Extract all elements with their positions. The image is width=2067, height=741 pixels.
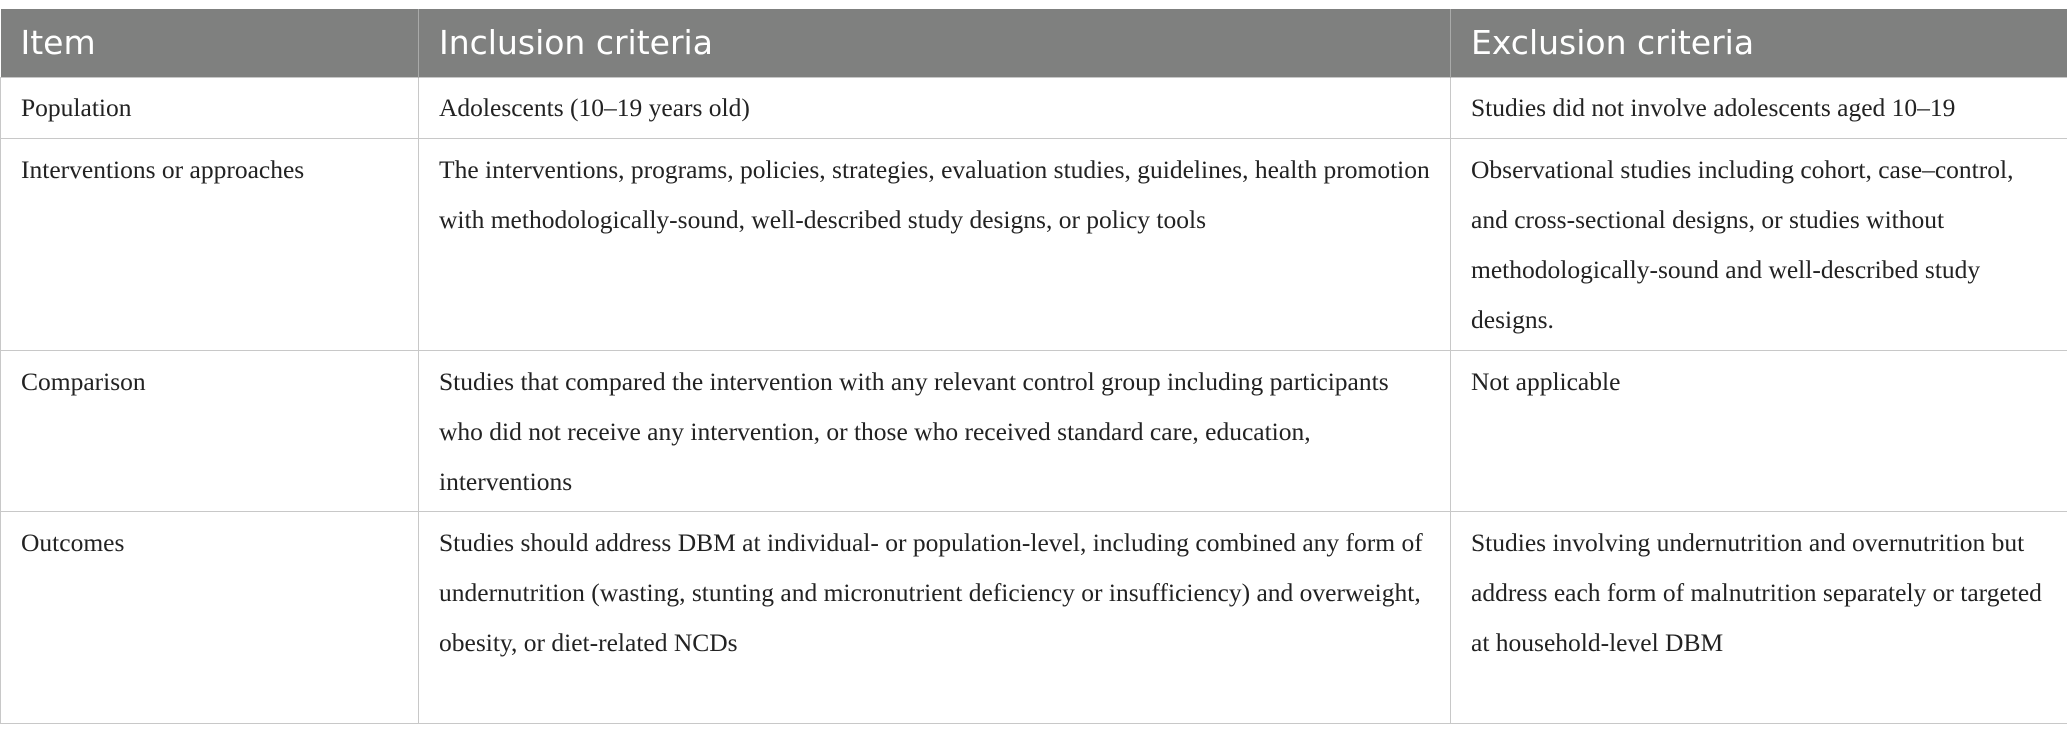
- cell-inclusion: Studies that compared the intervention with any relevant control group including participants who did not receive any intervention, or those who received standard care, education, interventions: [419, 350, 1451, 511]
- cell-inclusion: Studies should address DBM at individual- or population-level, including combined any form of undernutrition (wasting, stunting and micronutrient deficiency or insufficiency) and overweight, obesity, or diet-related NCDs: [419, 511, 1451, 723]
- cell-item: Comparison: [1, 350, 419, 511]
- table-body: [1, 77, 2067, 723]
- header-item: Item: [1, 9, 419, 77]
- table-row: [1, 77, 2067, 138]
- table-row: [1, 138, 2067, 350]
- criteria-table: [0, 9, 2067, 724]
- cell-item: Population: [1, 77, 419, 138]
- header-inclusion-criteria: Inclusion criteria: [419, 9, 1451, 77]
- table-row: [1, 511, 2067, 723]
- cell-item: Outcomes: [1, 511, 419, 723]
- cell-exclusion: Studies did not involve adolescents aged 10–19: [1451, 77, 2067, 138]
- cell-inclusion: The interventions, programs, policies, strategies, evaluation studies, guidelines, health promotion with methodologically-sound, well-described study designs, or policy tools: [419, 138, 1451, 350]
- table-header: [1, 9, 2067, 77]
- table-row: [1, 350, 2067, 511]
- cell-inclusion: Adolescents (10–19 years old): [419, 77, 1451, 138]
- cell-exclusion: Studies involving undernutrition and overnutrition but address each form of malnutrition separately or targeted at household-level DBM: [1451, 511, 2067, 723]
- cell-exclusion: Not applicable: [1451, 350, 2067, 511]
- cell-exclusion: Observational studies including cohort, case–control, and cross-sectional designs, or studies without methodologically-sound and well-described study designs.: [1451, 138, 2067, 350]
- header-row: [1, 9, 2067, 77]
- header-exclusion-criteria: Exclusion criteria: [1451, 9, 2067, 77]
- cell-item: Interventions or approaches: [1, 138, 419, 350]
